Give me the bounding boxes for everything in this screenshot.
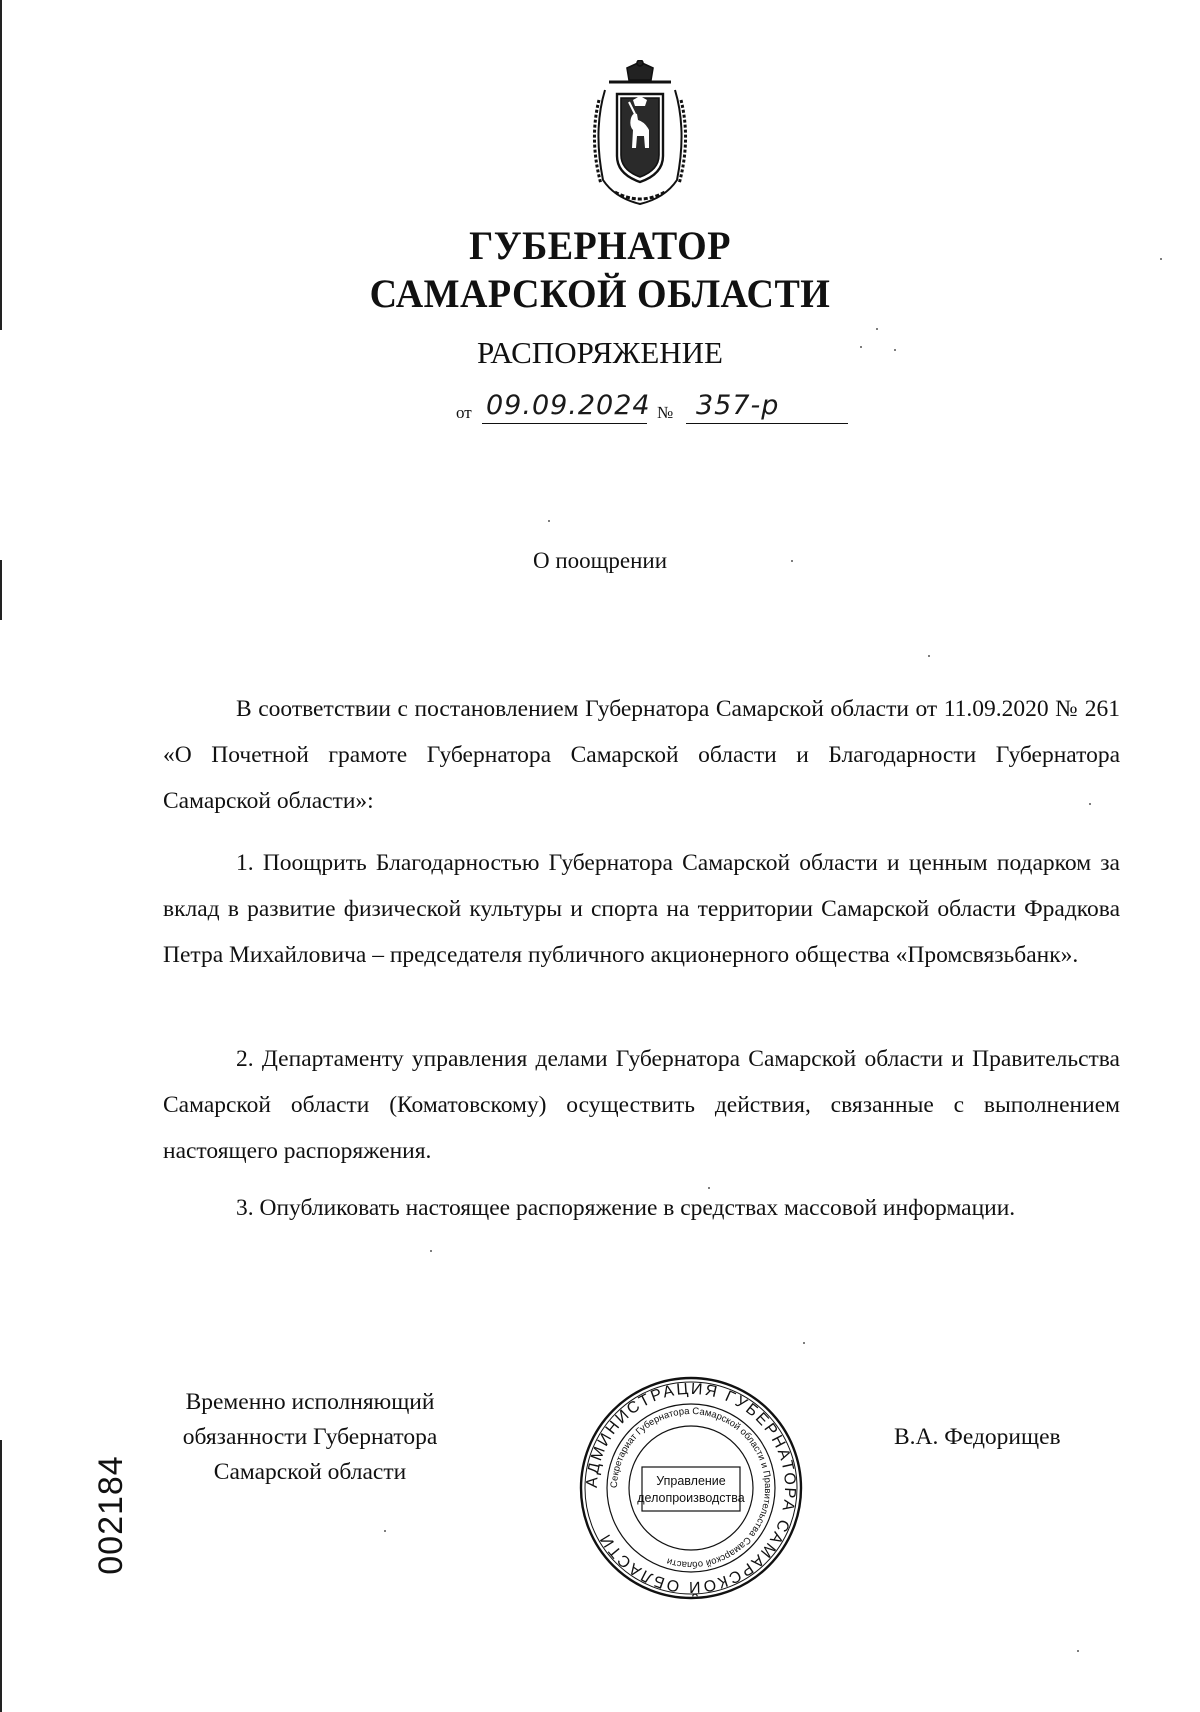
signer-position-line-1: Временно исполняющий (185, 1389, 435, 1415)
body-paragraph-item-2: 2. Департаменту управления делами Губернатора Самарской области и Правительства Самарской области (Коматовскому) осуществить действия, связанные с выполнением настоящего распоряжения. (163, 1046, 1120, 1164)
date-number-row (452, 390, 852, 430)
number-label: № (657, 403, 674, 422)
official-seal-icon (578, 1375, 804, 1601)
scan-speck (548, 520, 550, 522)
document-subject: О поощрении (532, 548, 667, 573)
stamp-center-line-2: делопроизводства (637, 1491, 745, 1505)
scan-speck (928, 655, 930, 657)
signer-name: В.А. Федорищев (894, 1424, 1061, 1450)
samara-coat-of-arms-icon (585, 60, 695, 208)
date-value-handwritten: 09.09.2024 (486, 390, 651, 421)
scan-speck (430, 1250, 432, 1252)
scan-speck (1089, 803, 1091, 805)
document-title-line-1: ГУБЕРНАТОР (469, 223, 731, 268)
number-value-handwritten: 357-р (696, 390, 780, 421)
scan-speck (791, 560, 793, 562)
stamp-inner-text: Секретариат Губернатора Самарской области и Правительства Самарской области (608, 1405, 774, 1571)
scan-speck (860, 346, 862, 348)
signer-position (140, 1385, 480, 1490)
stamp-center-line-1: Управление (656, 1474, 726, 1488)
body-paragraph-item-3: 3. Опубликовать настоящее распоряжение в средствах массовой информации. (236, 1195, 1016, 1221)
body-paragraph-item-1: 1. Поощрить Благодарностью Губернатора Самарской области и ценным подарком за вклад в развитие физической культуры и спорта на территории Самарской области Фрадкова Петра Михайловича – председателя публичного акционерного общества «Промсвязьбанк». (163, 850, 1120, 968)
date-underline (482, 423, 647, 424)
scan-speck (876, 328, 878, 330)
number-underline (686, 423, 848, 424)
signer-position-line-3: Самарской области (213, 1459, 407, 1485)
registration-number: 002184 (92, 1455, 130, 1575)
stamp-outer-text: АДМИНИСТРАЦИЯ ГУБЕРНАТОРА САМАРСКОЙ ОБЛАСТИ (583, 1380, 799, 1596)
date-label: от (456, 403, 472, 422)
document-title-line-2: САМАРСКОЙ ОБЛАСТИ (369, 271, 831, 316)
scan-edge-artifact (0, 0, 2, 330)
signer-position-line-2: обязанности Губернатора (182, 1424, 438, 1450)
scan-speck (1077, 1650, 1079, 1652)
body-paragraph-preamble: В соответствии с постановлением Губернатора Самарской области от 11.09.2020 № 261 «О Почетной грамоте Губернатора Самарской области и Благодарности Губернатора Самарской области»: (163, 696, 1120, 814)
scan-speck (803, 1342, 805, 1344)
scan-edge-artifact (0, 1440, 2, 1712)
document-type: РАСПОРЯЖЕНИЕ (477, 335, 723, 370)
scan-speck (1160, 258, 1162, 260)
scan-speck (894, 349, 896, 351)
scan-speck (708, 1187, 710, 1189)
scan-speck (384, 1530, 386, 1532)
